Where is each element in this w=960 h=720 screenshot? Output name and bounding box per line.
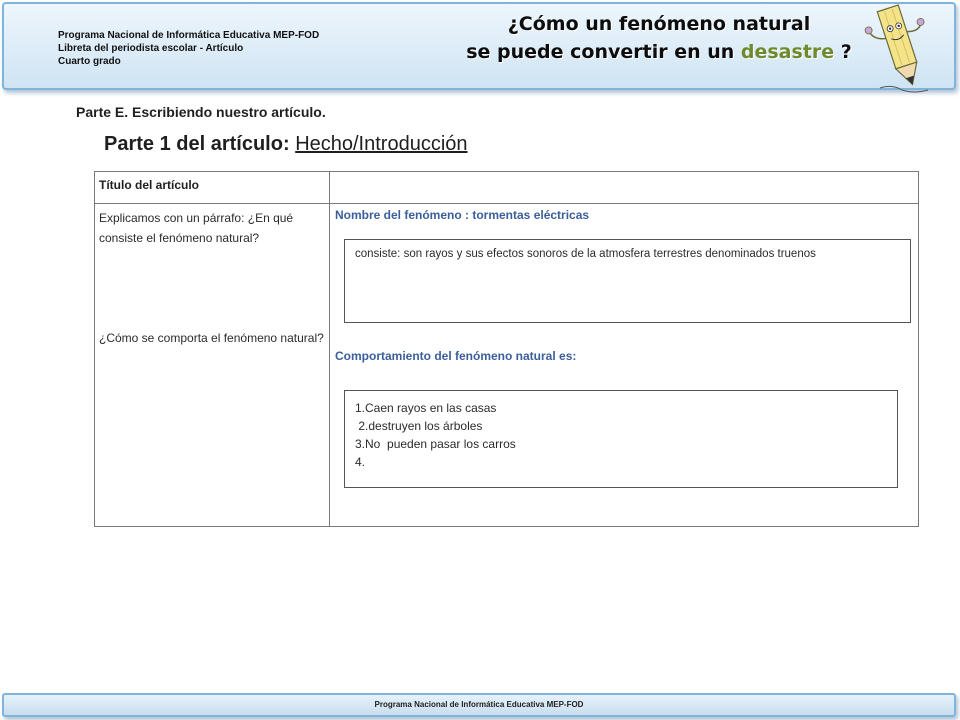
list-item: 1.Caen rayos en las casas xyxy=(355,401,497,415)
title-highlight-word: desastre xyxy=(740,41,835,63)
footer-banner xyxy=(2,693,956,717)
list-item: 2.destruyen los árboles xyxy=(355,419,483,433)
table-row-title xyxy=(95,172,918,204)
grade-label: Cuarto grado xyxy=(58,56,121,67)
title-line-2-suffix: ? xyxy=(834,41,852,63)
question-comporta: ¿Cómo se comporta el fenómeno natural? xyxy=(99,331,324,345)
notebook-name: Libreta del periodista escolar - Artículo xyxy=(58,43,244,54)
article-table xyxy=(94,171,919,527)
section-heading-parte-1 xyxy=(104,133,468,156)
title-line-1: ¿Cómo un fenómeno natural xyxy=(507,13,811,35)
column-divider xyxy=(329,172,330,526)
page-title xyxy=(424,10,894,66)
program-name: Programa Nacional de Informática Educativa MEP-FOD xyxy=(58,30,320,41)
consists-text-box[interactable] xyxy=(344,239,911,323)
header-banner xyxy=(2,2,956,90)
article-title-label: Título del artículo xyxy=(99,178,200,192)
behavior-label: Comportamiento del fenómeno natural es: xyxy=(335,349,577,363)
consists-text: consiste: son rayos y sus efectos sonoros de la atmosfera terrestres denominados truenos xyxy=(355,248,816,260)
list-item: 3.No pueden pasar los carros xyxy=(355,437,516,451)
list-item: 4. xyxy=(355,455,366,469)
title-line-2 xyxy=(424,38,894,66)
title-line-2-prefix: se puede convertir en un xyxy=(466,41,741,63)
phenomenon-name-label: Nombre del fenómeno : tormentas eléctricas xyxy=(335,208,590,222)
footer-text: Programa Nacional de Informática Educativa MEP-FOD xyxy=(374,700,584,709)
pencil-mascot-icon xyxy=(862,4,942,94)
behavior-text-box[interactable] xyxy=(344,390,898,488)
parte-1-topic: Hecho/Introducción xyxy=(295,133,468,155)
section-heading-parte-e: Parte E. Escribiendo nuestro artículo. xyxy=(76,104,326,120)
header-program-info xyxy=(58,29,319,68)
question-consiste: Explicamos con un párrafo: ¿En qué consiste el fenómeno natural? xyxy=(99,211,294,245)
parte-1-lead: Parte 1 del artículo: xyxy=(104,133,290,155)
